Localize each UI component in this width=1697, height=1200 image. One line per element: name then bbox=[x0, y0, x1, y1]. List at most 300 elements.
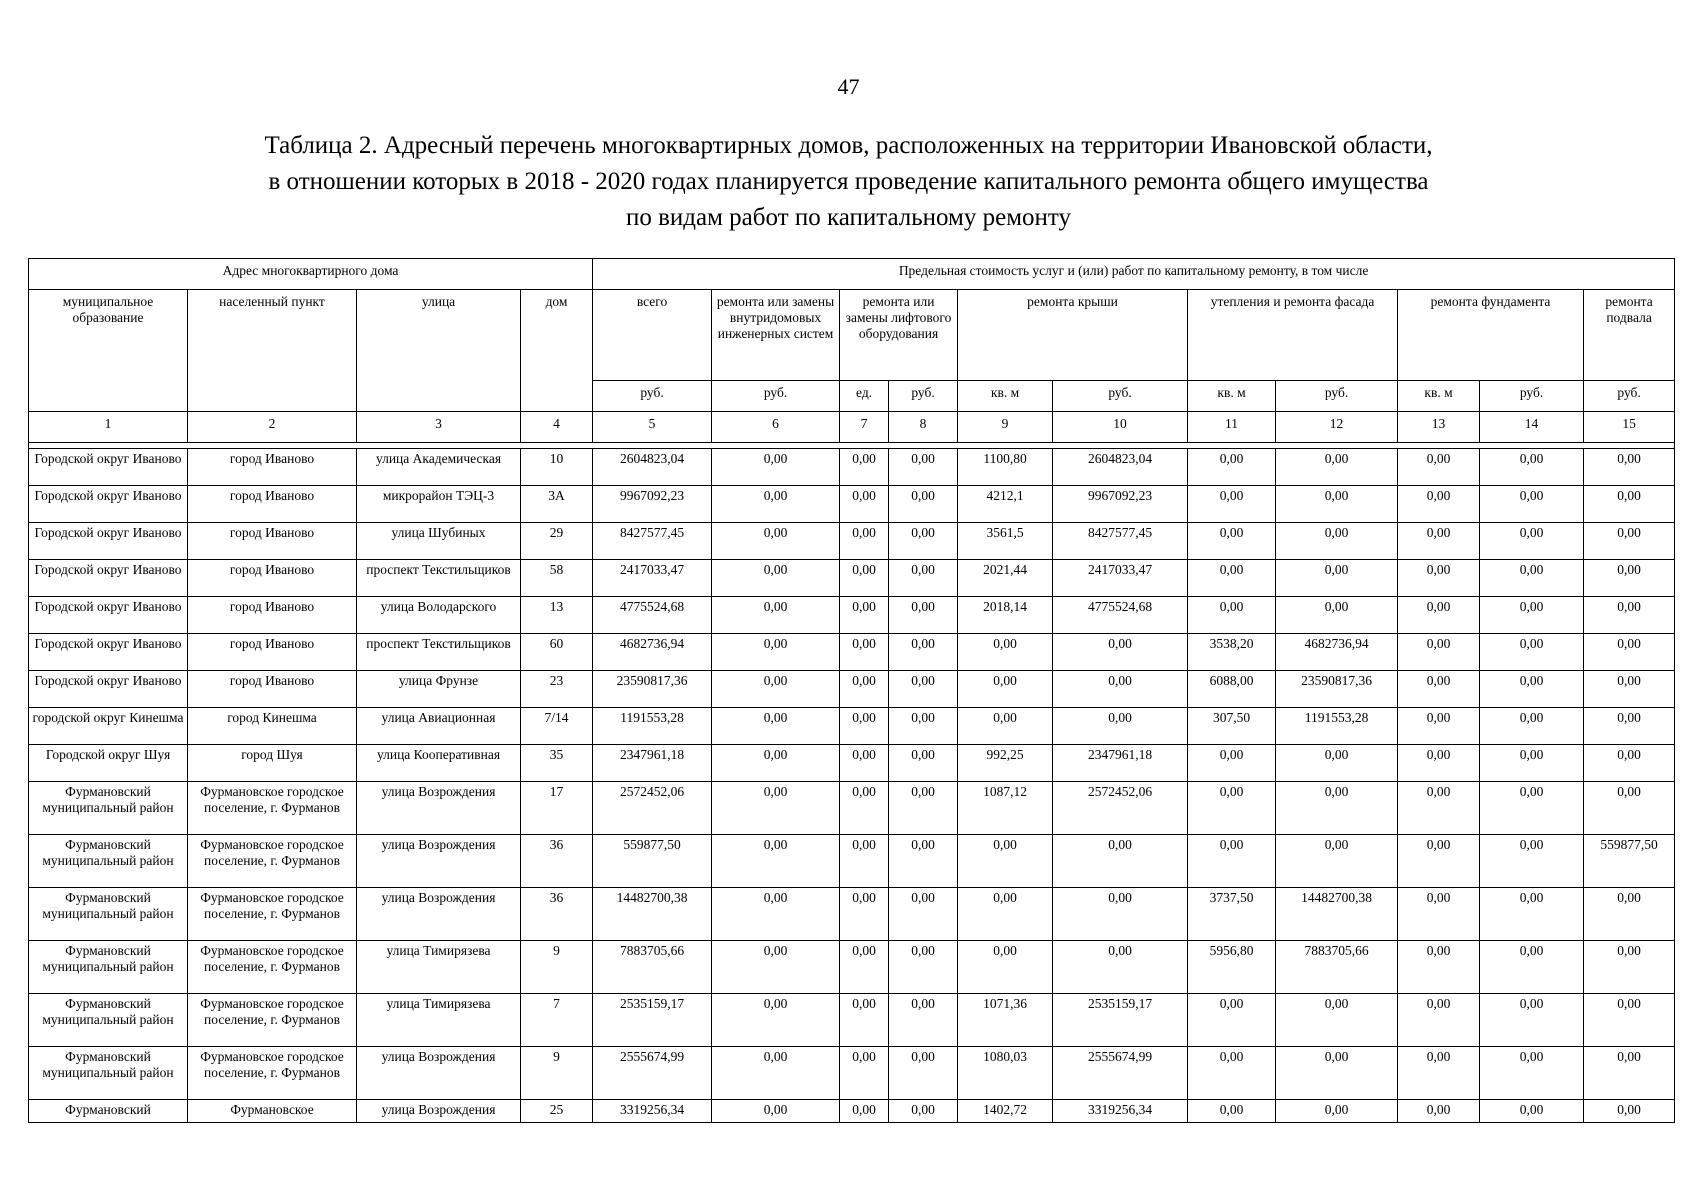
table-cell: 0,00 bbox=[840, 597, 889, 634]
table-cell: 0,00 bbox=[1398, 560, 1480, 597]
table-cell: Фурмановское городское поселение, г. Фурманов bbox=[188, 941, 357, 994]
table-cell: улица Фрунзе bbox=[357, 671, 521, 708]
table-cell: 0,00 bbox=[712, 671, 840, 708]
table-cell: 0,00 bbox=[958, 888, 1053, 941]
table-cell: 23590817,36 bbox=[593, 671, 712, 708]
table-cell: 0,00 bbox=[889, 597, 958, 634]
table-cell: 0,00 bbox=[1398, 1047, 1480, 1100]
table-cell: 992,25 bbox=[958, 745, 1053, 782]
table-cell: 0,00 bbox=[1276, 782, 1398, 835]
table-cell: город Иваново bbox=[188, 486, 357, 523]
repair-table bbox=[28, 258, 1675, 1123]
unit-cell: руб. bbox=[889, 381, 958, 412]
table-cell: 0,00 bbox=[889, 888, 958, 941]
table-cell: 0,00 bbox=[712, 560, 840, 597]
header-row-columns bbox=[29, 290, 1675, 381]
table-cell: 0,00 bbox=[1398, 1100, 1480, 1123]
table-cell: 0,00 bbox=[1276, 449, 1398, 486]
table-row bbox=[29, 486, 1675, 523]
table-title bbox=[0, 128, 1697, 236]
header-row-column-numbers bbox=[29, 412, 1675, 443]
table-cell: 559877,50 bbox=[593, 835, 712, 888]
table-row bbox=[29, 708, 1675, 745]
table-row bbox=[29, 560, 1675, 597]
title-line: Таблица 2. Адресный перечень многоквартирных домов, расположенных на территории Ивановской области, bbox=[264, 132, 1433, 159]
table-cell: 25 bbox=[521, 1100, 593, 1123]
table-cell: 0,00 bbox=[1188, 523, 1276, 560]
table-cell: город Шуя bbox=[188, 745, 357, 782]
table-cell: 0,00 bbox=[1584, 1047, 1675, 1100]
table-cell: Фурмановский муниципальный район bbox=[29, 1047, 188, 1100]
unit-cell: руб. bbox=[1584, 381, 1675, 412]
table-cell: 0,00 bbox=[1584, 634, 1675, 671]
table-cell: Фурмановский муниципальный район bbox=[29, 782, 188, 835]
table-cell: 8427577,45 bbox=[593, 523, 712, 560]
table-cell: 0,00 bbox=[1584, 941, 1675, 994]
table-cell: 0,00 bbox=[840, 888, 889, 941]
table-cell: 0,00 bbox=[889, 941, 958, 994]
table-cell: улица Володарского bbox=[357, 597, 521, 634]
unit-cell: кв. м bbox=[1188, 381, 1276, 412]
table-cell: 0,00 bbox=[1188, 782, 1276, 835]
table-cell: 0,00 bbox=[1053, 835, 1188, 888]
table-cell: 0,00 bbox=[840, 486, 889, 523]
table-cell: 307,50 bbox=[1188, 708, 1276, 745]
table-cell: 0,00 bbox=[1053, 888, 1188, 941]
table-cell: улица Шубиных bbox=[357, 523, 521, 560]
column-number: 6 bbox=[712, 412, 840, 443]
table-cell: 0,00 bbox=[958, 941, 1053, 994]
table-cell: 0,00 bbox=[1480, 486, 1584, 523]
table-row bbox=[29, 1100, 1675, 1123]
table-cell: 2572452,06 bbox=[593, 782, 712, 835]
column-number: 10 bbox=[1053, 412, 1188, 443]
page-number: 47 bbox=[837, 74, 860, 99]
table-cell: 0,00 bbox=[1480, 994, 1584, 1047]
table-cell: 559877,50 bbox=[1584, 835, 1675, 888]
table-row bbox=[29, 634, 1675, 671]
table-cell: 5956,80 bbox=[1188, 941, 1276, 994]
column-number: 3 bbox=[357, 412, 521, 443]
table-cell: 0,00 bbox=[1276, 1047, 1398, 1100]
table-cell: 0,00 bbox=[1480, 671, 1584, 708]
unit-cell: руб. bbox=[712, 381, 840, 412]
table-cell: 0,00 bbox=[1480, 597, 1584, 634]
unit-cell: руб. bbox=[1276, 381, 1398, 412]
table-cell: 14482700,38 bbox=[593, 888, 712, 941]
table-cell: 0,00 bbox=[889, 782, 958, 835]
table-cell: 0,00 bbox=[889, 745, 958, 782]
unit-cell: ед. bbox=[840, 381, 889, 412]
table-cell: Фурмановский муниципальный район bbox=[29, 888, 188, 941]
table-cell: 0,00 bbox=[1398, 941, 1480, 994]
table-cell: 2347961,18 bbox=[593, 745, 712, 782]
table-cell: 2572452,06 bbox=[1053, 782, 1188, 835]
table-cell: 3561,5 bbox=[958, 523, 1053, 560]
table-cell: 0,00 bbox=[1276, 560, 1398, 597]
table-cell: 0,00 bbox=[889, 1047, 958, 1100]
table-cell: 0,00 bbox=[712, 1100, 840, 1123]
table-cell: городской округ Кинешма bbox=[29, 708, 188, 745]
table-cell: 0,00 bbox=[840, 560, 889, 597]
table-row bbox=[29, 597, 1675, 634]
table-cell: 0,00 bbox=[1053, 671, 1188, 708]
table-cell: город Иваново bbox=[188, 597, 357, 634]
column-number: 4 bbox=[521, 412, 593, 443]
column-number: 2 bbox=[188, 412, 357, 443]
table-cell: 36 bbox=[521, 835, 593, 888]
table-cell: 0,00 bbox=[712, 597, 840, 634]
table-cell: 0,00 bbox=[1398, 745, 1480, 782]
table-cell: 0,00 bbox=[1584, 708, 1675, 745]
table-cell: 1071,36 bbox=[958, 994, 1053, 1047]
table-cell: Городской округ Иваново bbox=[29, 486, 188, 523]
table-cell: Фурмановское bbox=[188, 1100, 357, 1123]
table-cell: 0,00 bbox=[712, 835, 840, 888]
table-cell: 7883705,66 bbox=[593, 941, 712, 994]
table-cell: 2018,14 bbox=[958, 597, 1053, 634]
table-row bbox=[29, 449, 1675, 486]
table-cell: 0,00 bbox=[1480, 708, 1584, 745]
table-cell: 4682736,94 bbox=[1276, 634, 1398, 671]
table-cell: улица Возрождения bbox=[357, 888, 521, 941]
table-cell: 0,00 bbox=[840, 523, 889, 560]
table-cell: 3737,50 bbox=[1188, 888, 1276, 941]
column-number: 1 bbox=[29, 412, 188, 443]
table-cell: 0,00 bbox=[1276, 994, 1398, 1047]
table-cell: проспект Текстильщиков bbox=[357, 560, 521, 597]
table-cell: 0,00 bbox=[1584, 486, 1675, 523]
table-cell: 0,00 bbox=[1398, 888, 1480, 941]
table-cell: 1402,72 bbox=[958, 1100, 1053, 1123]
table-cell: 2417033,47 bbox=[1053, 560, 1188, 597]
table-cell: 0,00 bbox=[1398, 486, 1480, 523]
table-cell: 13 bbox=[521, 597, 593, 634]
table-cell: Городской округ Иваново bbox=[29, 671, 188, 708]
table-cell: 29 bbox=[521, 523, 593, 560]
table-row bbox=[29, 888, 1675, 941]
table-cell: 0,00 bbox=[712, 708, 840, 745]
table-cell: город Иваново bbox=[188, 560, 357, 597]
table-cell: 2604823,04 bbox=[1053, 449, 1188, 486]
table-row bbox=[29, 835, 1675, 888]
header-address-group: Адрес многоквартирного дома bbox=[29, 259, 593, 290]
table-cell: 36 bbox=[521, 888, 593, 941]
column-number: 12 bbox=[1276, 412, 1398, 443]
table-row bbox=[29, 671, 1675, 708]
table-cell: 2555674,99 bbox=[1053, 1047, 1188, 1100]
table-cell: 6088,00 bbox=[1188, 671, 1276, 708]
table-cell: 0,00 bbox=[712, 994, 840, 1047]
table-cell: 3319256,34 bbox=[593, 1100, 712, 1123]
table-cell: 58 bbox=[521, 560, 593, 597]
table-cell: 2021,44 bbox=[958, 560, 1053, 597]
table-cell: 0,00 bbox=[1276, 523, 1398, 560]
table-cell: 0,00 bbox=[712, 1047, 840, 1100]
table-cell: 7/14 bbox=[521, 708, 593, 745]
column-number: 8 bbox=[889, 412, 958, 443]
table-cell: улица Академическая bbox=[357, 449, 521, 486]
table-cell: 0,00 bbox=[1053, 941, 1188, 994]
table-cell: 0,00 bbox=[958, 671, 1053, 708]
table-cell: 0,00 bbox=[1480, 523, 1584, 560]
table-cell: 0,00 bbox=[840, 449, 889, 486]
table-cell: 0,00 bbox=[1480, 634, 1584, 671]
header-street: улица bbox=[357, 290, 521, 412]
table-cell: 0,00 bbox=[1188, 560, 1276, 597]
table-cell: 3А bbox=[521, 486, 593, 523]
table-cell: 0,00 bbox=[1480, 782, 1584, 835]
table-cell: Фурмановское городское поселение, г. Фурманов bbox=[188, 1047, 357, 1100]
table-cell: 0,00 bbox=[840, 1047, 889, 1100]
table-cell: 0,00 bbox=[1188, 835, 1276, 888]
table-cell: 0,00 bbox=[1398, 597, 1480, 634]
table-cell: Фурмановский муниципальный район bbox=[29, 994, 188, 1047]
table-cell: 0,00 bbox=[1480, 1100, 1584, 1123]
table-cell: 0,00 bbox=[712, 449, 840, 486]
table-cell: 0,00 bbox=[1188, 597, 1276, 634]
table-cell: Фурмановское городское поселение, г. Фурманов bbox=[188, 994, 357, 1047]
table-cell: улица Возрождения bbox=[357, 782, 521, 835]
table-cell: 0,00 bbox=[712, 941, 840, 994]
table-cell: 3319256,34 bbox=[1053, 1100, 1188, 1123]
table-cell: 3538,20 bbox=[1188, 634, 1276, 671]
table-cell: 0,00 bbox=[1584, 745, 1675, 782]
table-cell: 9967092,23 bbox=[1053, 486, 1188, 523]
table-cell: 0,00 bbox=[1584, 523, 1675, 560]
table-cell: город Иваново bbox=[188, 523, 357, 560]
table-cell: Фурмановский муниципальный район bbox=[29, 941, 188, 994]
unit-cell: руб. bbox=[593, 381, 712, 412]
table-cell: 0,00 bbox=[712, 523, 840, 560]
table-cell: 0,00 bbox=[889, 560, 958, 597]
table-cell: 0,00 bbox=[840, 782, 889, 835]
unit-cell: кв. м bbox=[958, 381, 1053, 412]
table-cell: 1087,12 bbox=[958, 782, 1053, 835]
table-cell: 0,00 bbox=[712, 782, 840, 835]
table-cell: Фурмановское городское поселение, г. Фурманов bbox=[188, 782, 357, 835]
table-row bbox=[29, 1047, 1675, 1100]
header-municipality: муниципальное образование bbox=[29, 290, 188, 412]
table-cell: 4775524,68 bbox=[1053, 597, 1188, 634]
table-cell: 2417033,47 bbox=[593, 560, 712, 597]
table-cell: 0,00 bbox=[1276, 1100, 1398, 1123]
table-cell: 0,00 bbox=[840, 745, 889, 782]
table-cell: 0,00 bbox=[712, 486, 840, 523]
table-cell: Фурмановский муниципальный район bbox=[29, 835, 188, 888]
table-cell: 0,00 bbox=[889, 523, 958, 560]
header-roof: ремонта крыши bbox=[958, 290, 1188, 381]
table-cell: 23590817,36 bbox=[1276, 671, 1398, 708]
table-row bbox=[29, 994, 1675, 1047]
table-cell: улица Возрождения bbox=[357, 1047, 521, 1100]
table-cell: 0,00 bbox=[958, 708, 1053, 745]
table-cell: 4682736,94 bbox=[593, 634, 712, 671]
table-cell: улица Тимирязева bbox=[357, 941, 521, 994]
table-cell: 0,00 bbox=[1188, 994, 1276, 1047]
table-cell: 9967092,23 bbox=[593, 486, 712, 523]
table-cell: Фурмановское городское поселение, г. Фурманов bbox=[188, 835, 357, 888]
table-cell: 14482700,38 bbox=[1276, 888, 1398, 941]
table-cell: 0,00 bbox=[840, 708, 889, 745]
table-cell: 0,00 bbox=[840, 941, 889, 994]
table-cell: улица Кооперативная bbox=[357, 745, 521, 782]
table-cell: 0,00 bbox=[1053, 634, 1188, 671]
table-cell: Городской округ Иваново bbox=[29, 560, 188, 597]
table-cell: 1100,80 bbox=[958, 449, 1053, 486]
table-cell: Фурмановский bbox=[29, 1100, 188, 1123]
table-cell: 0,00 bbox=[1584, 888, 1675, 941]
table-cell: 0,00 bbox=[889, 486, 958, 523]
table-row bbox=[29, 745, 1675, 782]
table-cell: 0,00 bbox=[889, 994, 958, 1047]
table-cell: 0,00 bbox=[840, 1100, 889, 1123]
table-cell: Городской округ Иваново bbox=[29, 597, 188, 634]
table-cell: 0,00 bbox=[958, 835, 1053, 888]
table-cell: город Иваново bbox=[188, 634, 357, 671]
table-cell: улица Авиационная bbox=[357, 708, 521, 745]
column-number: 14 bbox=[1480, 412, 1584, 443]
table-cell: 9 bbox=[521, 941, 593, 994]
table-cell: 0,00 bbox=[1480, 835, 1584, 888]
table-cell: 23 bbox=[521, 671, 593, 708]
table-cell: 0,00 bbox=[1276, 486, 1398, 523]
table-cell: 2555674,99 bbox=[593, 1047, 712, 1100]
header-elevator: ремонта или замены лифтового оборудования bbox=[840, 290, 958, 381]
table-cell: 0,00 bbox=[1398, 835, 1480, 888]
table-cell: город Иваново bbox=[188, 449, 357, 486]
table-cell: 0,00 bbox=[1398, 634, 1480, 671]
table-cell: 0,00 bbox=[1584, 1100, 1675, 1123]
table-cell: 0,00 bbox=[1584, 671, 1675, 708]
table-row bbox=[29, 782, 1675, 835]
table-cell: 0,00 bbox=[840, 994, 889, 1047]
table-cell: 0,00 bbox=[889, 835, 958, 888]
table-cell: 0,00 bbox=[1053, 708, 1188, 745]
table-cell: 0,00 bbox=[1584, 782, 1675, 835]
table-cell: 4775524,68 bbox=[593, 597, 712, 634]
unit-cell: руб. bbox=[1480, 381, 1584, 412]
table-cell: 0,00 bbox=[1188, 745, 1276, 782]
table-cell: 1080,03 bbox=[958, 1047, 1053, 1100]
column-number: 9 bbox=[958, 412, 1053, 443]
table-cell: 0,00 bbox=[712, 888, 840, 941]
table-cell: 0,00 bbox=[1398, 449, 1480, 486]
table-cell: улица Возрождения bbox=[357, 1100, 521, 1123]
table-cell: 0,00 bbox=[1480, 560, 1584, 597]
table-row bbox=[29, 523, 1675, 560]
table-cell: микрорайон ТЭЦ-3 bbox=[357, 486, 521, 523]
header-foundation: ремонта фундамента bbox=[1398, 290, 1584, 381]
table-cell: 0,00 bbox=[1276, 745, 1398, 782]
table-cell: 0,00 bbox=[1480, 941, 1584, 994]
table-cell: 0,00 bbox=[840, 671, 889, 708]
table-cell: 0,00 bbox=[1398, 782, 1480, 835]
header-locality: населенный пункт bbox=[188, 290, 357, 412]
table-cell: 0,00 bbox=[1398, 523, 1480, 560]
table-cell: Городской округ Иваново bbox=[29, 449, 188, 486]
table-cell: 0,00 bbox=[1188, 1100, 1276, 1123]
table-cell: Городской округ Шуя bbox=[29, 745, 188, 782]
header-house: дом bbox=[521, 290, 593, 412]
table-cell: 2535159,17 bbox=[593, 994, 712, 1047]
table-cell: 10 bbox=[521, 449, 593, 486]
table-cell: 9 bbox=[521, 1047, 593, 1100]
table-cell: 0,00 bbox=[1276, 835, 1398, 888]
table-cell: 0,00 bbox=[840, 835, 889, 888]
column-number: 5 bbox=[593, 412, 712, 443]
table-cell: 0,00 bbox=[1398, 994, 1480, 1047]
table-cell: город Кинешма bbox=[188, 708, 357, 745]
title-line: по видам работ по капитальному ремонту bbox=[625, 204, 1072, 231]
table-cell: 0,00 bbox=[1188, 449, 1276, 486]
table-row bbox=[29, 941, 1675, 994]
table-cell: 0,00 bbox=[1188, 1047, 1276, 1100]
column-number: 13 bbox=[1398, 412, 1480, 443]
table-cell: 0,00 bbox=[889, 634, 958, 671]
table-cell: 0,00 bbox=[1480, 1047, 1584, 1100]
table-cell: 0,00 bbox=[1584, 597, 1675, 634]
column-number: 15 bbox=[1584, 412, 1675, 443]
table-cell: 0,00 bbox=[840, 634, 889, 671]
header-cost-group: Предельная стоимость услуг и (или) работ по капитальному ремонту, в том числе bbox=[593, 259, 1675, 290]
table-cell: 0,00 bbox=[889, 708, 958, 745]
table-cell: 0,00 bbox=[889, 449, 958, 486]
table-cell: улица Возрождения bbox=[357, 835, 521, 888]
table-cell: 0,00 bbox=[889, 1100, 958, 1123]
table-cell: 1191553,28 bbox=[593, 708, 712, 745]
column-number: 11 bbox=[1188, 412, 1276, 443]
header-basement: ремонта подвала bbox=[1584, 290, 1675, 381]
table-cell: 1191553,28 bbox=[1276, 708, 1398, 745]
table-cell: проспект Текстильщиков bbox=[357, 634, 521, 671]
table-cell: Городской округ Иваново bbox=[29, 634, 188, 671]
table-cell: 0,00 bbox=[1480, 888, 1584, 941]
table-cell: 0,00 bbox=[1398, 671, 1480, 708]
table-cell: 0,00 bbox=[1584, 994, 1675, 1047]
table-cell: 0,00 bbox=[712, 745, 840, 782]
header-facade: утепления и ремонта фасада bbox=[1188, 290, 1398, 381]
table-cell: 2535159,17 bbox=[1053, 994, 1188, 1047]
table-cell: город Иваново bbox=[188, 671, 357, 708]
column-number: 7 bbox=[840, 412, 889, 443]
table-cell: 35 bbox=[521, 745, 593, 782]
table-cell: 0,00 bbox=[1480, 449, 1584, 486]
table-cell: Фурмановское городское поселение, г. Фурманов bbox=[188, 888, 357, 941]
unit-cell: кв. м bbox=[1398, 381, 1480, 412]
table-cell: 2604823,04 bbox=[593, 449, 712, 486]
table-cell: 7 bbox=[521, 994, 593, 1047]
table-cell: 0,00 bbox=[1480, 745, 1584, 782]
header-engineering: ремонта или замены внутридомовых инженерных систем bbox=[712, 290, 840, 381]
header-total: всего bbox=[593, 290, 712, 381]
table-cell: 0,00 bbox=[1188, 486, 1276, 523]
table-cell: 17 bbox=[521, 782, 593, 835]
table-cell: 2347961,18 bbox=[1053, 745, 1188, 782]
table-cell: 0,00 bbox=[1584, 449, 1675, 486]
table-cell: улица Тимирязева bbox=[357, 994, 521, 1047]
table-cell: 8427577,45 bbox=[1053, 523, 1188, 560]
table-cell: 4212,1 bbox=[958, 486, 1053, 523]
table-cell: 0,00 bbox=[958, 634, 1053, 671]
title-line: в отношении которых в 2018 - 2020 годах планируется проведение капитального ремонта общего имущества bbox=[268, 168, 1429, 195]
table-cell: 60 bbox=[521, 634, 593, 671]
table-cell: 7883705,66 bbox=[1276, 941, 1398, 994]
table-cell: 0,00 bbox=[1398, 708, 1480, 745]
table-cell: 0,00 bbox=[712, 634, 840, 671]
unit-cell: руб. bbox=[1053, 381, 1188, 412]
table-cell: 0,00 bbox=[889, 671, 958, 708]
